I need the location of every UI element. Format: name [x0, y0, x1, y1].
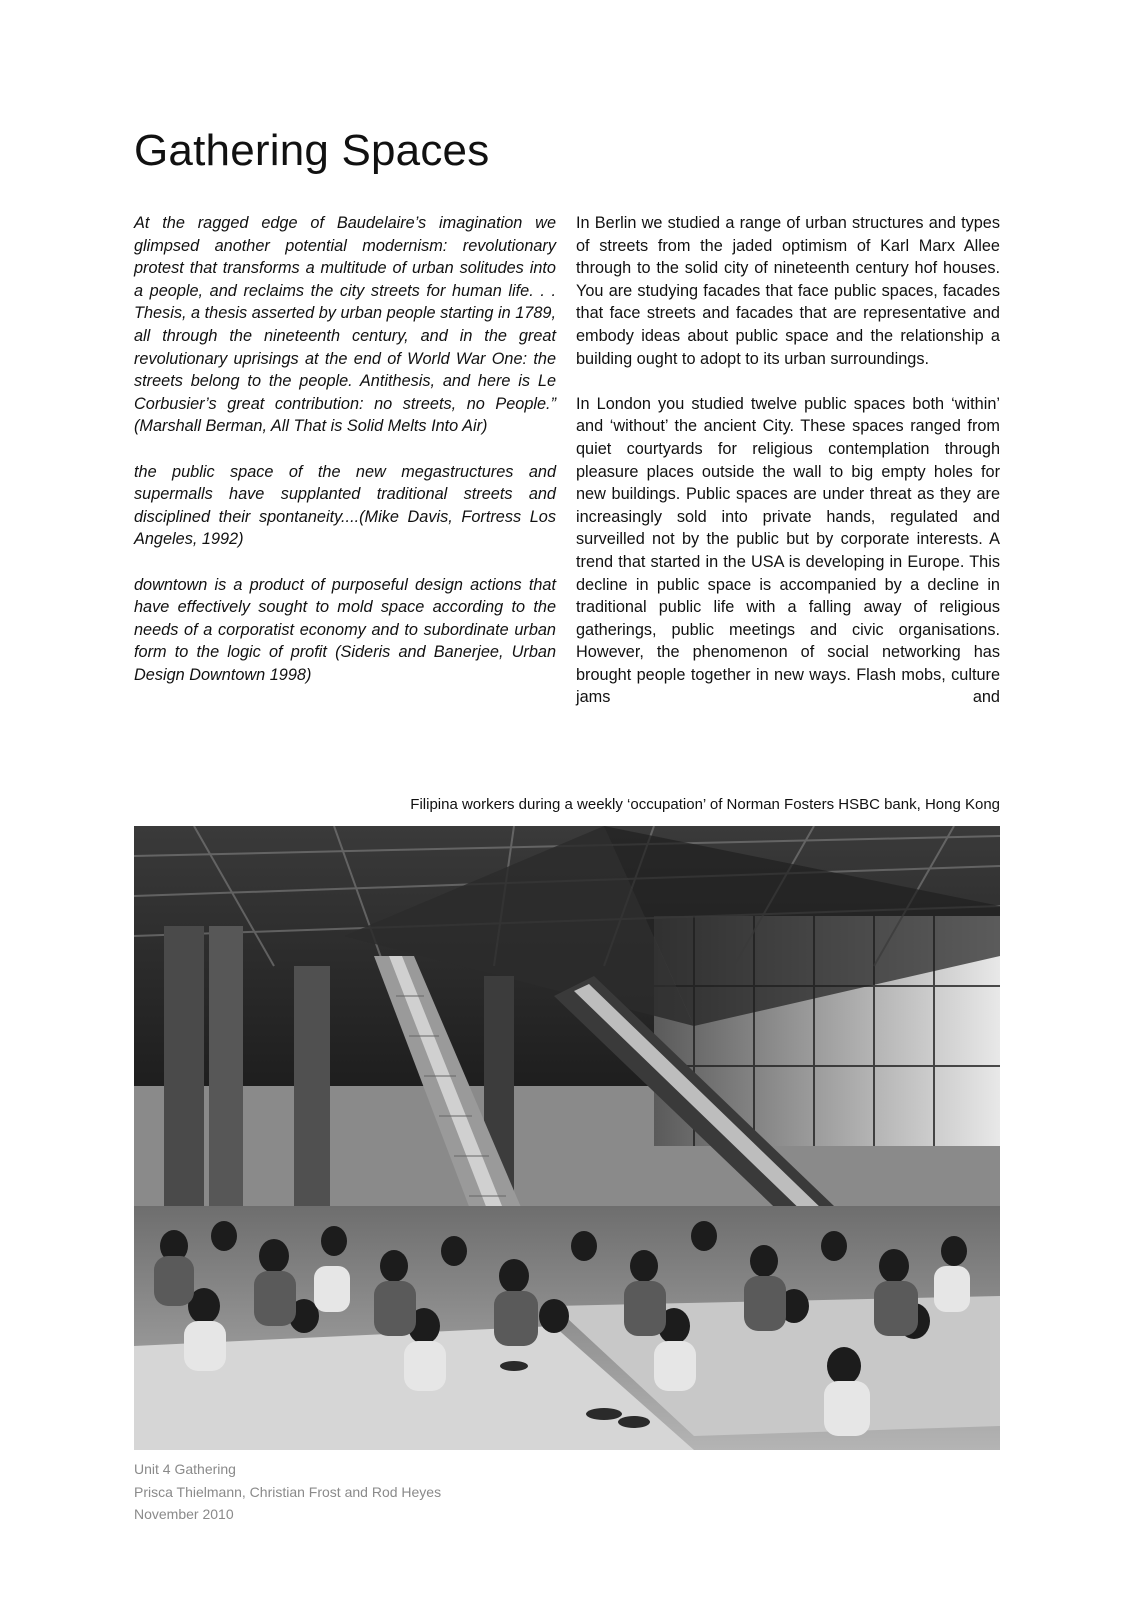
paragraph-berlin: In Berlin we studied a range of urban structures and types of streets from the jaded optimism of Karl Marx Allee through to the solid city of nineteenth century hof houses. You are studying facades that face public spaces, facades that face streets and facades that are representative and embody ideas about public space and the relationship a building ought to adopt to its urban surroundings.: [576, 214, 1000, 368]
page-footer: [134, 1458, 441, 1526]
paragraph-london: In London you studied twelve public spaces both ‘within’ and ‘without’ the ancient City. These spaces ranged from quiet courtyards for religious contemplation through pleasure places outside the wall to big empty holes for new buildings. Public spaces are under threat as they are increasingly sold into private hands, regulated and surveilled not by the public but by corporate interests. A trend that started in the USA is developing in Europe. This decline in public space is accompanied by a decline in traditional public life with a falling away of religious gatherings, public meetings and civic organisations. However, the phenomenon of social networking has brought people together in new ways. Flash mobs, culture jams and: [576, 394, 1000, 707]
hsbc-occupation-photo: [134, 826, 1000, 1450]
quote-sideris: downtown is a product of purposeful design actions that have effectively sought to mold space according to the needs of a corporatist economy and to subordinate urban form to the logic of profit (Sideris and Banerjee, Urban Design Downtown 1998): [134, 575, 556, 684]
quote-berman: At the ragged edge of Baudelaire’s imagination we glimpsed another potential modernism: revolutionary protest that transforms a multitude of urban solitudes into a people, and reclaims the city streets for human life. . . Thesis, a thesis asserted by urban people starting in 1789, all through the nineteenth century, and in the great revolutionary uprisings at the end of World War One: the streets belong to the people. Antithesis, and here is Le Corbusier’s great contribution: no streets, no People.” (Marshall Berman, All That is Solid Melts Into Air): [134, 214, 556, 436]
footer-date: November 2010: [134, 1506, 234, 1522]
quote-davis: the public space of the new megastructures and supermalls have supplanted traditional streets and disciplined their spontaneity....(Mike Davis, Fortress Los Angeles, 1992): [134, 462, 556, 549]
figure-caption: Filipina workers during a weekly ‘occupation’ of Norman Fosters HSBC bank, Hong Kong: [410, 796, 1000, 813]
quotes-column: [134, 212, 556, 709]
photo-illustration: [134, 826, 1000, 1450]
footer-authors: Prisca Thielmann, Christian Frost and Rod Heyes: [134, 1483, 442, 1500]
page-title: Gathering Spaces: [134, 126, 490, 175]
footer-unit: Unit 4 Gathering: [134, 1461, 236, 1477]
body-column: [576, 212, 1000, 709]
